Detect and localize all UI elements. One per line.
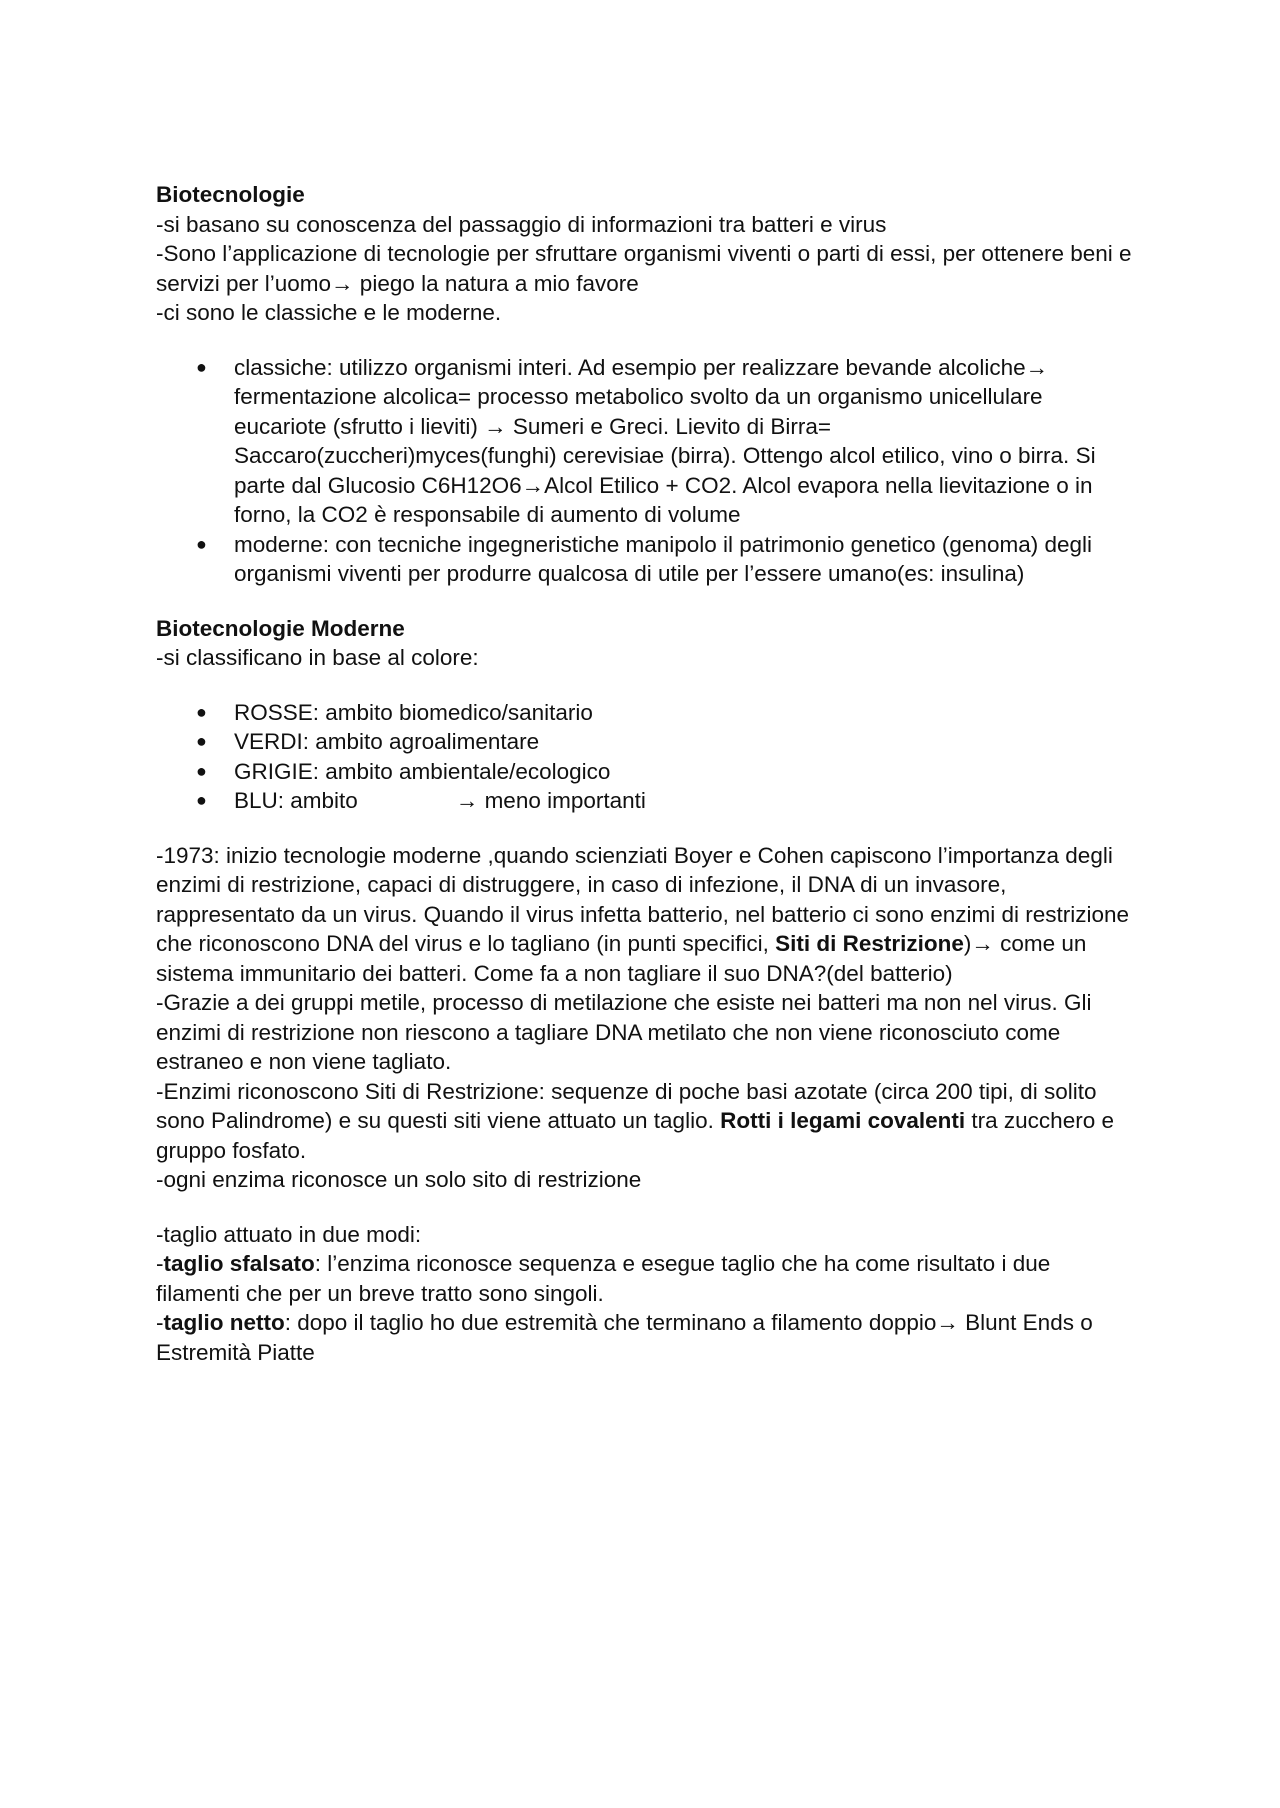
bullet-icon: ● — [196, 760, 207, 781]
list-item — [156, 530, 1136, 589]
list-item — [156, 786, 1136, 816]
bold-term: taglio sfalsato — [163, 1251, 315, 1276]
list-item-note: → meno importanti — [455, 788, 646, 813]
bullet-icon: ● — [196, 356, 207, 377]
text-line: -Sono l’applicazione di tecnologie per sfruttare organismi viventi o parti di essi, per ottenere beni e servizi per l’uomo→ piego la natura a mio favore — [156, 241, 1132, 296]
history-paragraph: -1973: inizio tecnologie moderne ,quando scienziati Boyer e Cohen capiscono l’importanza degli enzimi di restrizione, capaci di distruggere, in caso di infezione, il DNA di un invasore, rappresentato da un virus. Quando il virus infetta batterio, nel batterio ci sono enzimi di restrizione che riconoscono DNA del virus e lo tagliano (in punti specifici, Siti di Restrizione)→ come un sistema immunitario dei batteri. Come fa a non tagliare il suo DNA?(del batterio) — [156, 842, 1130, 986]
cut-sfalsato-paragraph: -taglio sfalsato: l’enzima riconosce sequenza e esegue taglio che ha come risultato i due filamenti che per un breve tratto sono singoli. — [156, 1251, 1051, 1306]
restriction-sites-paragraph: -Enzimi riconoscono Siti di Restrizione: sequenze di poche basi azotate (circa 200 tipi, di solito sono Palindrome) e su questi siti viene attuato un taglio. Rotti i legami covalenti tra zucchero e gruppo fosfato. — [156, 1078, 1114, 1163]
document-page — [156, 180, 1136, 1367]
text-line: -si basano su conoscenza del passaggio di informazioni tra batteri e virus — [156, 211, 887, 237]
list-item-text: ROSSE: ambito biomedico/sanitario — [234, 699, 593, 725]
text-line: -ci sono le classiche e le moderne. — [156, 300, 502, 325]
heading-biotecnologie: Biotecnologie — [156, 182, 305, 207]
list-item-text: moderne: con tecniche ingegneristiche manipolo il patrimonio genetico (genoma) degli organismi viventi per produrre qualcosa di utile per l’essere umano(es: insulina) — [234, 531, 1092, 586]
text-line: -Grazie a dei gruppi metile, processo di metilazione che esiste nei batteri ma non nel virus. Gli enzimi di restrizione non riescono a tagliare DNA metilato che non viene riconosciuto come estraneo e non viene tagliato. — [156, 990, 1092, 1074]
bullet-icon: ● — [196, 533, 207, 554]
bullet-icon: ● — [196, 701, 207, 722]
bold-term: Rotti i legami covalenti — [720, 1108, 966, 1133]
biotech-types-list — [156, 353, 1136, 589]
list-item — [156, 757, 1136, 787]
cut-netto-paragraph: -taglio netto: dopo il taglio ho due estremità che terminano a filamento doppio→ Blunt Ends o Estremità Piatte — [156, 1310, 1093, 1365]
list-item-text: BLU: ambito — [234, 788, 358, 813]
list-item-text: VERDI: ambito agroalimentare — [234, 729, 540, 754]
bold-term: Siti di Restrizione — [775, 931, 964, 956]
heading-biotecnologie-moderne: Biotecnologie Moderne — [156, 615, 405, 641]
text-line: -taglio attuato in due modi: — [156, 1221, 422, 1247]
text-line: -ogni enzima riconosce un solo sito di restrizione — [156, 1167, 642, 1192]
list-item — [156, 698, 1136, 728]
list-item — [156, 727, 1136, 757]
list-item-text: classiche: utilizzo organismi interi. Ad esempio per realizzare bevande alcoliche→ fermentazione alcolica= processo metabolico svolto da un organismo unicellulare eucariote (sfrutto i lieviti) → Sumeri e Greci. Lievito di Birra= Saccaro(zuccheri)myces(funghi) cerevisiae (birra). Ottengo alcol etilico, vino o birra. Si parte dal Glucosio C6H12O6→Alcol Etilico + CO2. Alcol evapora nella lievitazione o in forno, la CO2 è responsabile di aumento di volume — [234, 354, 1096, 527]
list-item-text: GRIGIE: ambito ambientale/ecologico — [234, 758, 611, 784]
list-item — [156, 353, 1136, 530]
bullet-icon: ● — [196, 790, 207, 810]
bold-term: taglio netto — [163, 1310, 285, 1335]
text-line: -si classificano in base al colore: — [156, 645, 479, 670]
color-classification-list — [156, 698, 1136, 816]
bullet-icon: ● — [196, 731, 207, 751]
